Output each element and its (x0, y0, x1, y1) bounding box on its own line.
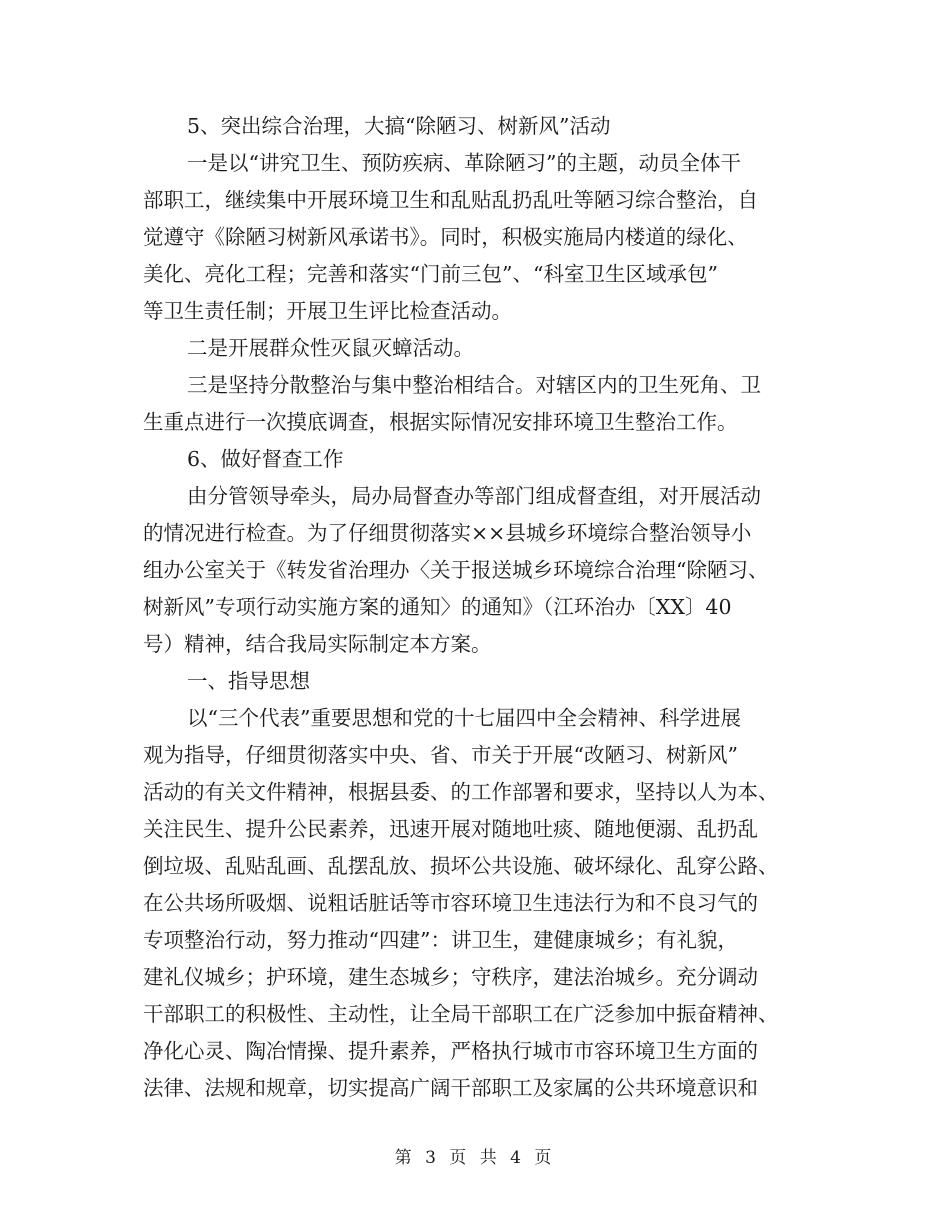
paragraph-line: 活动的有关文件精神，根据县委、的工作部署和要求，坚持以人为本、 (143, 780, 779, 804)
paragraph-line: 在公共场所吸烟、说粗话脏话等市容环境卫生违法行为和不良习气的 (143, 891, 758, 915)
section-heading: 6、做好督查工作 (187, 447, 344, 471)
paragraph-line: 法律、法规和规章，切实提高广阔干部职工及家属的公共环境意识和 (143, 1076, 758, 1100)
paragraph-line: 树新风”专项行动实施方案的通知〉的通知》（江环治办〔XX〕40 (143, 595, 732, 619)
paragraph-line: 的情况进行检查。为了仔细贯彻落实××县城乡环境综合整治领导小 (143, 521, 752, 545)
paragraph-line: 美化、亮化工程；完善和落实“门前三包”、“科室卫生区域承包” (143, 262, 718, 286)
paragraph-line: 二是开展群众性灭鼠灭蟑活动。 (187, 336, 474, 360)
section-heading: 5、突出综合治理，大搞“除陋习、树新风”活动 (187, 114, 611, 138)
paragraph-line: 组办公室关于《转发省治理办〈关于报送城乡环境综合治理“除陋习、 (143, 558, 769, 582)
paragraph-line: 建礼仪城乡；护环境，建生态城乡；守秩序，建法治城乡。充分调动 (143, 965, 758, 989)
paragraph-line: 以“三个代表”重要思想和党的十七届四中全会精神、科学进展 (187, 706, 741, 730)
paragraph-line: 生重点进行一次摸底调查，根据实际情况安排环境卫生整治工作。 (143, 410, 738, 434)
paragraph-line: 等卫生责任制；开展卫生评比检查活动。 (143, 299, 512, 323)
paragraph-line: 倒垃圾、乱贴乱画、乱摆乱放、损坏公共设施、破坏绿化、乱穿公路、 (143, 854, 779, 878)
paragraph-line: 观为指导，仔细贯彻落实中央、省、市关于开展“改陋习、树新风” (143, 743, 738, 767)
paragraph-line: 三是坚持分散整治与集中整治相结合。对辖区内的卫生死角、卫 (187, 373, 761, 397)
paragraph-line: 干部职工的积极性、主动性，让全局干部职工在广泛参加中振奋精神、 (143, 1002, 779, 1026)
paragraph-line: 部职工，继续集中开展环境卫生和乱贴乱扔乱吐等陋习综合整治，自 (143, 188, 758, 212)
paragraph-line: 一是以“讲究卫生、预防疾病、革除陋习”的主题，动员全体干 (187, 151, 741, 175)
page-number-footer: 第 3 页 共 4 页 (394, 1148, 556, 1168)
paragraph-line: 号）精神，结合我局实际制定本方案。 (143, 632, 492, 656)
paragraph-line: 净化心灵、陶冶情操、提升素养，严格执行城市市容环境卫生方面的 (143, 1039, 758, 1063)
paragraph-line: 觉遵守《除陋习树新风承诺书》。同时，积极实施局内楼道的绿化、 (143, 225, 748, 249)
paragraph-line: 专项整治行动，努力推动“四建”：讲卫生，建健康城乡；有礼貌， (143, 928, 738, 952)
section-heading: 一、指导思想 (187, 669, 310, 693)
paragraph-line: 由分管领导牵头，局办局督查办等部门组成督查组，对开展活动 (187, 484, 761, 508)
paragraph-line: 关注民生、提升公民素养，迅速开展对随地吐痰、随地便溺、乱扔乱 (143, 817, 758, 841)
